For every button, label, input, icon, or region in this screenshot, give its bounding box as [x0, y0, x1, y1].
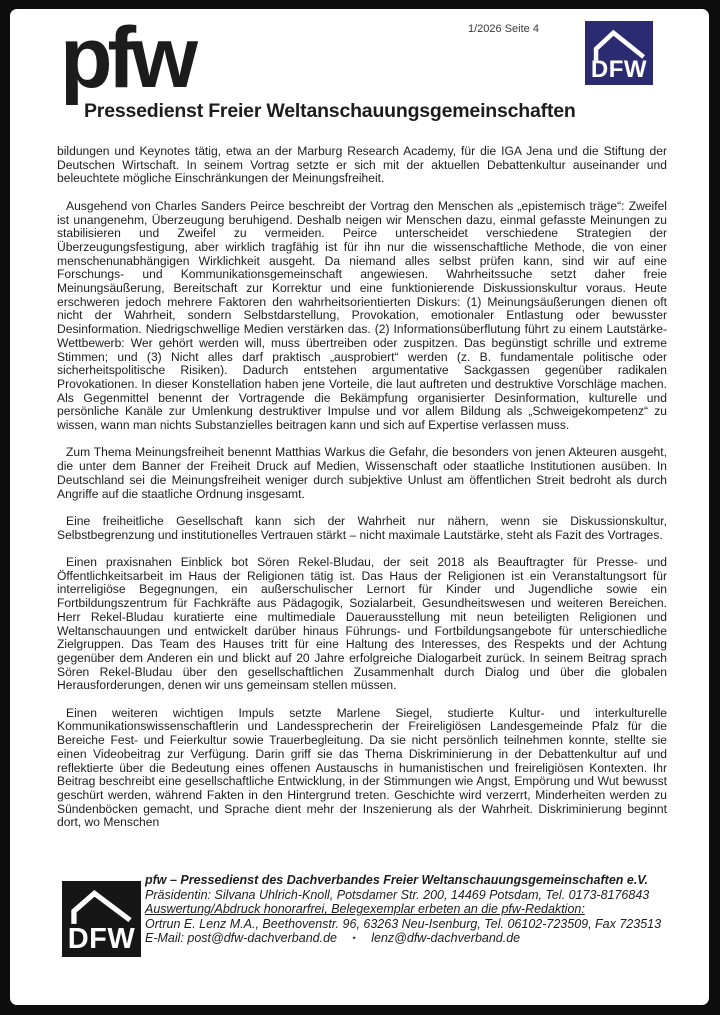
house-roof-icon — [68, 887, 134, 929]
imprint-editor-line: Ortrun E. Lenz M.A., Beethovenstr. 96, 63263 Neu-Isenburg, Tel. 06102-723509, Fax 723513 — [145, 916, 662, 931]
dfw-logo-text: DFW — [590, 56, 648, 83]
imprint-reprint-line: Auswertung/Abdruck honorarfrei, Belegexemplar erbeten an die pfw-Redaktion: — [145, 902, 585, 917]
email-label: E-Mail: — [145, 931, 184, 946]
body-paragraph: Einen weiteren wichtigen Impuls setzte Marlene Siegel, studierte Kultur- und interkulturelle Kommunikationswissenschaftlerin und Landessprecherin der Freireligiösen Landesgemeinde Pfalz für die Bereiche Fest- und Feierkultur sowie Trauerbegleitung. Da sie nicht persönlich teilnehmen konnte, stellte sie einen Videobeitrag zur Verfügung. Darin griff sie das Thema Diskriminierung in der Debattenkultur auf und reflektierte über die Bedeutung eines offenen Austauschs in humanistischen und freireligiösen Kontexten. Ihr Beitrag beschreibt eine gesellschaftliche Entwicklung, in der Stimmungen wie Angst, Empörung und Wut bewusst geschürt werden, während Fakten in den Hintergrund treten. Geschichte wird verzerrt, Minderheiten werden zu Sündenböcken gemacht, und Sprache dient mehr der Inszenierung als der Wahrheit. Diskriminierung beginnt dort, wo Menschen — [57, 705, 667, 830]
star-separator-icon: ⋆ — [350, 933, 358, 945]
article-text — [57, 145, 667, 844]
imprint-org-line: pfw – Pressedienst des Dachverbandes Freier Weltanschauungsgemeinschaften e.V. — [145, 873, 648, 887]
body-paragraph: Ausgehend von Charles Sanders Peirce beschreibt der Vortrag den Menschen als „epistemisch träge“: Zweifel ist unangenehm, Überzeugung beruhigend. Deshalb neigen wir Menschen dazu, einmal gefasste Meinungen zu stabilisieren und Zweifel zu vermeiden. Peirce unterscheidet verschiedene Strategien der Überzeugungsfestigung, aber wirklich tragfähig ist für ihn nur die wissenschaftliche Methode, die von einer menschenunabhängigen Wirklichkeit ausgeht. Da niemand alles selbst prüfen kann, sind wir auf eine Forschungs- und Kommunikationsgemeinschaft angewiesen. Wahrheitssuche setzt daher freie Meinungsäußerung, Bereitschaft zur Korrektur und eine funktionierende Diskussionskultur voraus. Heute erschweren jedoch mehrere Faktoren den wahrheitsorientierten Diskurs: (1) Meinungsäußerungen dienen oft nicht der Wahrheit, sondern Selbstdarstellung, Provokation, emotionaler Entlastung oder bewusster Desinformation. Niedrigschwellige Medien verstärken das. (2) Informationsüberflutung führt zu einem Lautstärke-Wettbewerb: Wer gehört werden will, muss übertreiben oder zuspitzen. Das begünstigt schrille und extreme Stimmen; und (3) Nicht alles darf praktisch „ausprobiert“ werden (z. B. fundamentale politische oder sicherheitspolitische Risiken). Dadurch entstehen argumentative Sackgassen gegenüber radikalen Provokationen. In dieser Konstellation haben jene Vorteile, die laut auftreten und destruktive Vorschläge machen. Als Gegenmittel benennt der Vortragende die Bekämpfung organisierter Desinformation, kulturelle und persönliche Kanäle zur Umlenkung destruktiver Impulse und vor allem Bildung als „Schweigekompetenz“ zu wissen, wann man nichts Substanzielles beitragen kann und sich auf Expertise verlassen muss. — [57, 198, 667, 433]
email-address-primary: post@dfw-dachverband.de — [187, 931, 337, 946]
dfw-logo-text: DFW — [67, 923, 136, 955]
dfw-logo-bottom — [62, 881, 141, 957]
body-paragraph: bildungen und Keynotes tätig, etwa an der Marburg Research Academy, für die IGA Jena und die Stiftung der Deutschen Wirtschaft. In seinem Vortrag setzte er sich mit der aktuellen Debattenkultur auseinander und beleuchtete mögliche Einschränkungen der Meinungsfreiheit. — [57, 144, 667, 186]
house-roof-icon — [591, 27, 647, 65]
body-paragraph: Zum Thema Meinungsfreiheit benennt Matthias Warkus die Gefahr, die besonders von jenen Akteuren ausgeht, die unter dem Banner der Freiheit Druck auf Medien, Wissenschaft oder staatliche Institutionen ausüben. In Deutschland sei die Meinungsfreiheit weniger durch subjektive Unlust am öffentlichen Streit bedroht als durch Angriffe auf die staatliche Ordnung insgesamt. — [57, 445, 667, 501]
document-page — [10, 9, 709, 1005]
issue-page-label: 1/2026 Seite 4 — [468, 23, 539, 35]
pfw-logo: pfw — [60, 10, 194, 106]
imprint-president-line: Präsidentin: Silvana Uhlrich-Knoll, Potsdamer Str. 200, 14469 Potsdam, Tel. 0173-8176843 — [145, 887, 650, 902]
body-paragraph: Einen praxisnahen Einblick bot Sören Rekel-Bludau, der seit 2018 als Beauftragter für Presse- und Öffentlichkeitsarbeit im Haus der Religionen tätig ist. Das Haus der Religionen ist ein Veranstaltungsort für interreligiöse Begegnungen, ein außerschulischer Lernort für Kinder und Jugendliche sowie ein Fortbildungszentrum für Fachkräfte aus Pädagogik, Sozialarbeit, Gesundheitswesen und weiteren Bereichen. Herr Rekel-Bludau kuratierte eine multimediale Dauerausstellung mit neun beteiligten Religionen und Weltanschauungen und entwickelt darüber hinaus Führungs- und Fortbildungsangebote für unterschiedliche Zielgruppen. Das Team des Hauses tritt für eine Haltung des Interesses, des Respekts und der Achtung gegenüber dem Anderen ein und blickt auf 20 Jahre erfolgreiche Dialogarbeit zurück. In seinem Beitrag sprach Sören Rekel-Bludau über den gesellschaftlichen Zusammenhalt durch Dialog und über die globalen Herausforderungen, denen wir uns gemeinsam stellen müssen. — [57, 555, 667, 693]
dfw-logo-top — [585, 21, 653, 85]
imprint-email-line — [145, 931, 673, 947]
imprint-block — [145, 873, 673, 947]
email-address-secondary: lenz@dfw-dachverband.de — [371, 931, 521, 946]
body-paragraph: Eine freiheitliche Gesellschaft kann sich der Wahrheit nur nähern, wenn sie Diskussionskultur, Selbstbegrenzung und institutionelles Vertrauen stärkt – nicht maximale Lautstärke, steht als Fazit des Vortrages. — [57, 513, 667, 542]
page-subtitle: Pressedienst Freier Weltanschauungsgemeinschaften — [84, 100, 576, 122]
